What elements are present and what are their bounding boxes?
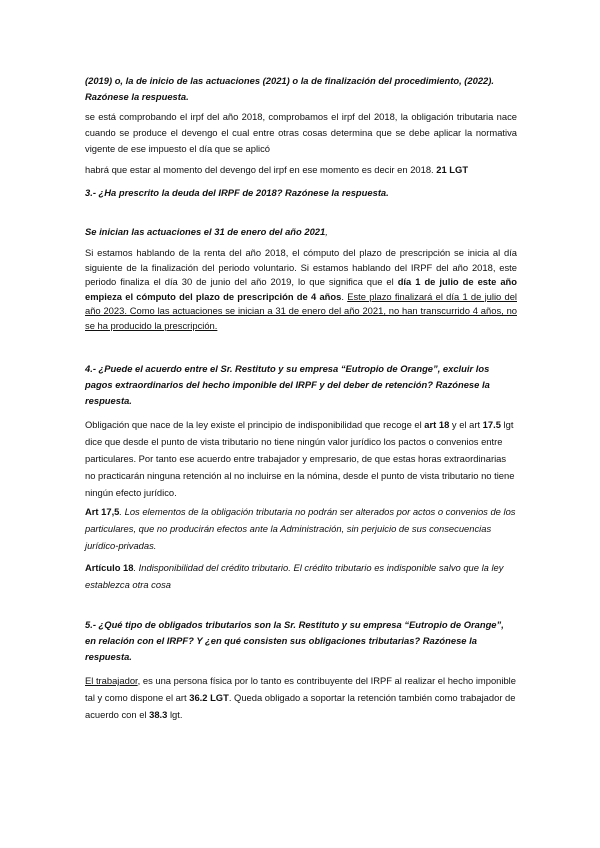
answer-2-paragraph: se está comprobando el irpf del año 2018, comprobamos el irpf del 2018, la obligación tributaria nace cuando se produce el devengo el cual entre otras cosas determina que se debe aplicar la normativa vigente de ese impuesto el día que se aplicó (85, 111, 517, 154)
question-5: 5.- ¿Qué tipo de obligados tributarios son la Sr. Restituto y su empresa “Eutropio de Orange”, en relación con el IRPF? Y ¿en qué consisten sus obligaciones tributarias? Razónese la respuesta. (85, 619, 504, 662)
answer-2-legal-ref: 21 LGT (436, 164, 469, 175)
answer-3-heading-bold: Se inician las actuaciones el 31 de enero del año 2021 (85, 226, 326, 237)
article-18-title: Artículo 18 (85, 562, 134, 573)
answer-3-underlined-conclusion: Este plazo finalizará el día 1 de julio del año 2023. Como las actuaciones se inician a 31 de enero del año 2021, no han transcurrido 4 años, no se ha producido la prescripción. (85, 290, 517, 331)
answer-4-paragraph: Obligación que nace de la ley existe el principio de indisponibilidad que recoge el art 18 y el art 17.5 lgt dice que desde el punto de vista tributario no tiene ningún valor jurídico los pactos o convenios entre particulares. Por tanto ese acuerdo entre trabajador y empresario, de que estas horas extraordinarias no practicarán ninguna retención al no incluirse en la nómina, desde el punto de vista tributario no tiene ningún efecto jurídico. (85, 419, 515, 498)
question-3: 3.- ¿Ha prescrito la deuda del IRPF de 2018? Razónese la respuesta. (85, 187, 389, 198)
answer-3-paragraph: Si estamos hablando de la renta del año 2018, el cómputo del plazo de prescripción se inicia al día siguiente de la finalización del periodo voluntario. Si estamos hablando del IRPF del año 2018, este periodo finaliza el día 30 de junio del año 2019, lo que significa que el día 1 de julio de este año empieza el cómputo del plazo de prescripción de 4 años. Este plazo finalizará el día 1 de julio del año 2023. Como las actuaciones se inician a 31 de enero del año 2021, no han transcurrido 4 años, no se ha producido la prescripción. (85, 247, 517, 331)
answer-2-conclusion (85, 162, 517, 178)
answer-5-paragraph: El trabajador, es una persona física por lo tanto es contribuyente del IRPF al realizar el hecho imponible tal y como dispone el art 36.2 LGT. Queda obligado a soportar la retención también como trabajador de acuerdo con el 38.3 lgt. (85, 675, 516, 720)
answer-2-conclusion-text: habrá que estar al momento del devengo del irpf en ese momento es decir en 2018. (85, 164, 434, 175)
article-18-quote: Artículo 18. Indisponibilidad del crédito tributario. El crédito tributario es indisponible salvo que la ley establezca otra cosa (85, 562, 504, 590)
answer-4-art17-5: 17.5 (482, 419, 501, 430)
answer-5-art38-3: 38.3 (149, 709, 168, 720)
question-2-line: (2019) o, la de inicio de las actuaciones (2021) o la de finalización del procedimiento, (2022). (85, 75, 494, 86)
question-2-continuation (85, 73, 517, 105)
article-17-5-quote: Art 17,5. Los elementos de la obligación tributaria no podrán ser alterados por actos o convenios de los particulares, que no producirán efectos ante la Administración, sin perjuicio de sus consecuencias jurídico-privadas. (85, 506, 516, 551)
answer-5-art36-2: 36.2 LGT (189, 692, 229, 703)
question-4: 4.- ¿Puede el acuerdo entre el Sr. Restituto y su empresa “Eutropio de Orange”, excluir los pagos extraordinarios del hecho imponible del IRPF y del deber de retención? Razónese la respuesta. (85, 363, 490, 406)
answer-4-art18: art 18 (424, 419, 450, 430)
answer-3-heading: Se inician las actuaciones el 31 de enero del año 2021, (85, 226, 328, 237)
article-17-5-title: Art 17,5 (85, 506, 120, 517)
question-2-prompt: Razónese la respuesta. (85, 91, 189, 102)
answer-3-bold-phrase: día 1 de julio de este año empieza el cómputo del plazo de prescripción de 4 años (85, 276, 517, 302)
answer-5-subject: El trabajador (85, 675, 138, 686)
